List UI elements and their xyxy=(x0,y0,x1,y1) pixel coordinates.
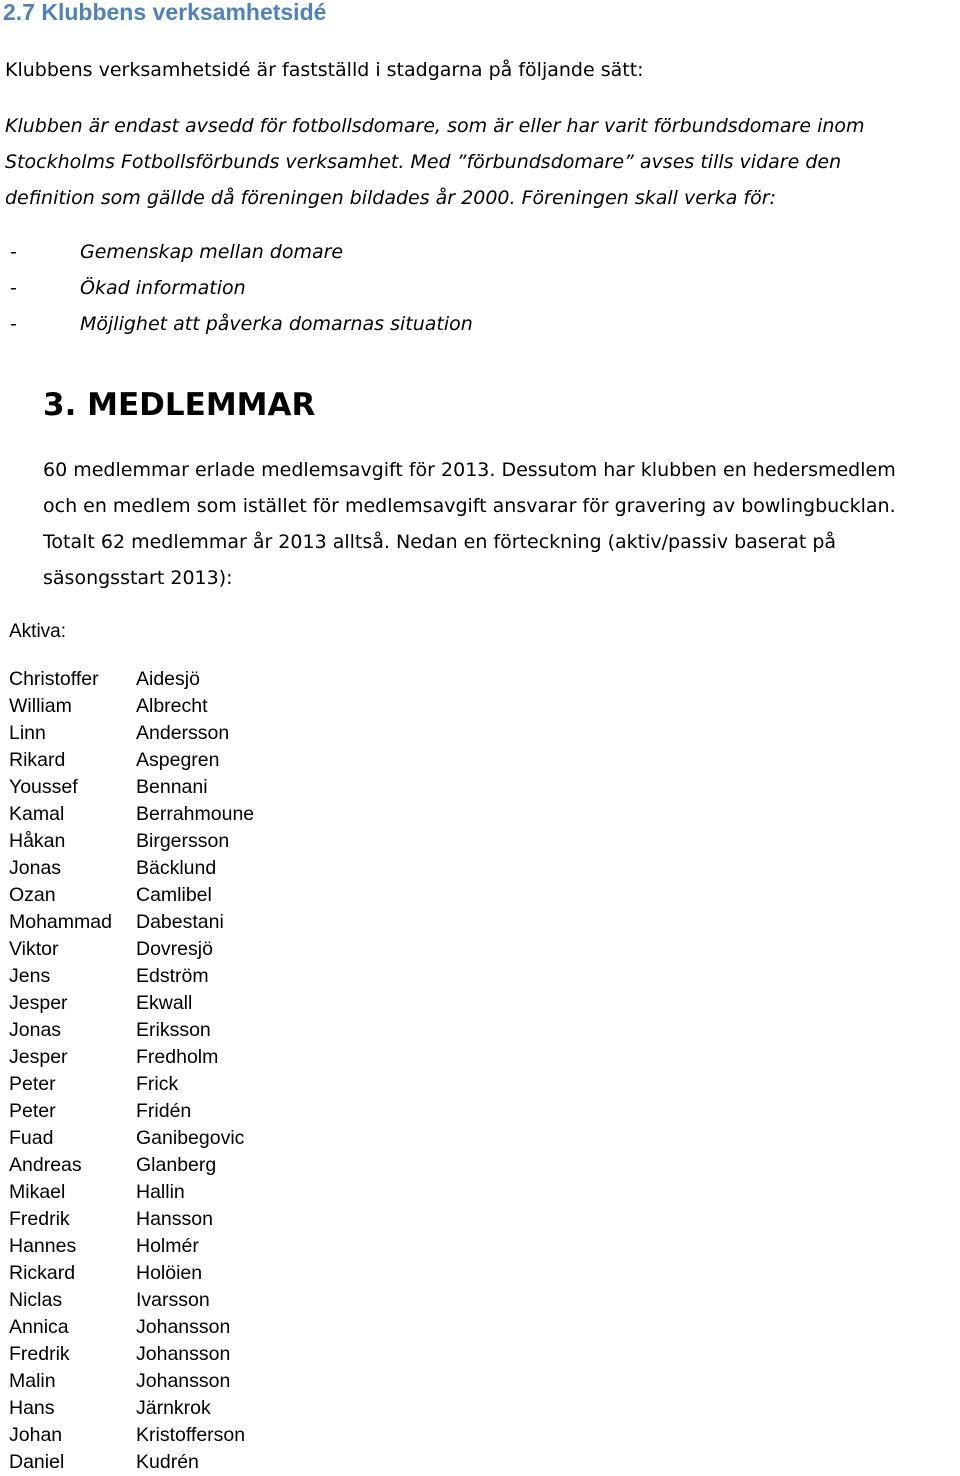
member-first-name: Fredrik xyxy=(9,1343,70,1365)
bullet-text: Gemenskap mellan domare xyxy=(80,241,344,263)
member-first-name: Annica xyxy=(9,1316,69,1338)
member-last-name: Johansson xyxy=(136,1316,231,1338)
member-first-name: Malin xyxy=(9,1370,56,1392)
purpose-paragraph xyxy=(5,108,865,216)
member-last-name: Kristofferson xyxy=(136,1424,246,1446)
bullet-marker: - xyxy=(10,241,17,263)
bullet-text: Ökad information xyxy=(80,277,246,299)
member-last-name: Fridén xyxy=(136,1100,192,1122)
member-first-name: Linn xyxy=(9,722,46,744)
member-first-name: Kamal xyxy=(9,803,65,825)
member-first-name: Youssef xyxy=(9,776,78,798)
members-text-line: Totalt 62 medlemmar år 2013 alltså. Nedan en förteckning (aktiv/passiv baserat på xyxy=(43,531,837,553)
bullet-item xyxy=(5,306,473,342)
member-last-name: Camlibel xyxy=(136,884,212,906)
member-last-name: Holöien xyxy=(136,1262,203,1284)
member-last-name: Dabestani xyxy=(136,911,224,933)
members-text-line: säsongsstart 2013): xyxy=(43,567,233,589)
member-last-name: Berrahmoune xyxy=(136,803,255,825)
purpose-bullet-list xyxy=(5,234,473,342)
member-last-name: Frick xyxy=(136,1073,179,1095)
member-last-name: Eriksson xyxy=(136,1019,211,1041)
member-first-name: Andreas xyxy=(9,1154,82,1176)
member-last-name: Edström xyxy=(136,965,209,987)
member-first-name: Rickard xyxy=(9,1262,76,1284)
member-first-name: William xyxy=(9,695,72,717)
member-last-name: Hallin xyxy=(136,1181,185,1203)
member-first-name: Håkan xyxy=(9,830,66,852)
members-paragraph xyxy=(43,452,896,596)
bullet-item xyxy=(5,270,473,306)
member-last-name: Birgersson xyxy=(136,830,230,852)
member-last-name: Albrecht xyxy=(136,695,208,717)
bullet-marker: - xyxy=(10,277,17,299)
member-last-name: Ivarsson xyxy=(136,1289,210,1311)
bullet-item xyxy=(5,234,473,270)
bullet-text: Möjlighet att påverka domarnas situation xyxy=(80,313,473,335)
member-first-name: Fredrik xyxy=(9,1208,70,1230)
member-first-name: Christoffer xyxy=(9,668,99,690)
member-last-name: Johansson xyxy=(136,1370,231,1392)
member-first-name: Fuad xyxy=(9,1127,54,1149)
member-last-name: Ganibegovic xyxy=(136,1127,245,1149)
purpose-line: Klubben är endast avsedd för fotbollsdomare, som är eller har varit förbundsdomare inom xyxy=(5,115,865,137)
member-first-name: Niclas xyxy=(9,1289,63,1311)
member-first-name: Jesper xyxy=(9,1046,68,1068)
member-first-name: Ozan xyxy=(9,884,56,906)
member-first-name: Daniel xyxy=(9,1451,65,1473)
member-first-name: Mikael xyxy=(9,1181,66,1203)
member-last-name: Kudrén xyxy=(136,1451,199,1473)
purpose-line: Stockholms Fotbollsförbunds verksamhet. Med ”förbundsdomare” avses tills vidare den xyxy=(5,151,842,173)
member-last-name: Johansson xyxy=(136,1343,231,1365)
member-last-name: Glanberg xyxy=(136,1154,217,1176)
members-text-line: och en medlem som istället för medlemsavgift ansvarar för gravering av bowlingbucklan. xyxy=(43,495,896,517)
purpose-line: definition som gällde då föreningen bildades år 2000. Föreningen skall verka för: xyxy=(5,187,776,209)
member-first-name: Hans xyxy=(9,1397,55,1419)
member-last-name: Fredholm xyxy=(136,1046,219,1068)
member-last-name: Järnkrok xyxy=(136,1397,211,1419)
member-first-name: Mohammad xyxy=(9,911,112,933)
members-text-line: 60 medlemmar erlade medlemsavgift för 2013. Dessutom har klubben en hedersmedlem xyxy=(43,459,896,481)
member-last-name: Aspegren xyxy=(136,749,220,771)
bullet-marker: - xyxy=(10,313,17,335)
member-first-name: Peter xyxy=(9,1100,56,1122)
member-last-name: Ekwall xyxy=(136,992,193,1014)
member-last-name: Bennani xyxy=(136,776,208,798)
member-first-name: Peter xyxy=(9,1073,56,1095)
intro-paragraph: Klubbens verksamhetsidé är fastställd i stadgarna på följande sätt: xyxy=(5,59,644,81)
member-first-name: Jonas xyxy=(9,857,62,879)
member-first-name: Johan xyxy=(9,1424,63,1446)
members-heading: 3. MEDLEMMAR xyxy=(43,387,316,423)
active-members-label: Aktiva: xyxy=(9,621,67,642)
member-first-name: Rikard xyxy=(9,749,66,771)
member-first-name: Viktor xyxy=(9,938,59,960)
member-last-name: Bäcklund xyxy=(136,857,217,879)
section-heading: 2.7 Klubbens verksamhetsidé xyxy=(3,0,327,25)
member-last-name: Aidesjö xyxy=(136,668,200,690)
member-last-name: Andersson xyxy=(136,722,230,744)
member-first-name: Hannes xyxy=(9,1235,77,1257)
member-last-name: Dovresjö xyxy=(136,938,213,960)
member-first-name: Jesper xyxy=(9,992,68,1014)
member-first-name: Jonas xyxy=(9,1019,62,1041)
member-last-name: Hansson xyxy=(136,1208,213,1230)
member-last-name: Holmér xyxy=(136,1235,199,1257)
member-first-name: Jens xyxy=(9,965,51,987)
